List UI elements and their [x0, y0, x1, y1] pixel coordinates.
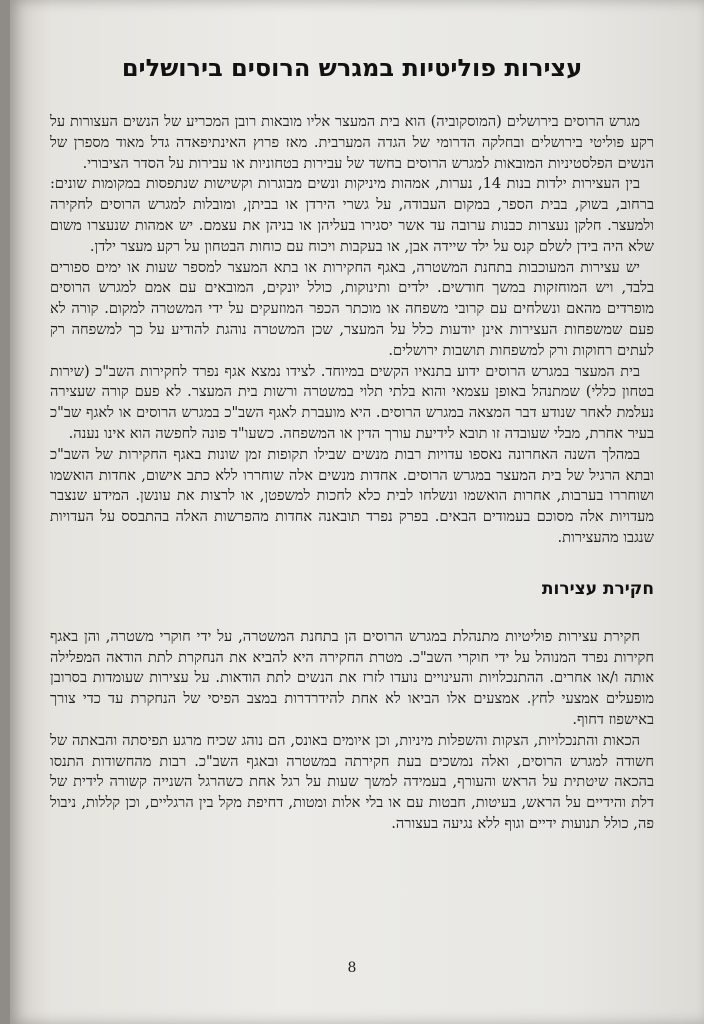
page-title: עצירות פוליטיות במגרש הרוסים בירושלים: [121, 54, 583, 82]
intro-paragraph-5: במהלך השנה האחרונה נאספו עדויות רבות מנשים שבילו תקופות זמן שונות באגף החקירות של השב"כ ובתא הרגיל של בית המעצר במגרש הרוסים. אחדות מנשים אלה שוחררו ללא כתב אישום, אחדות הואשמו ושוחררו בערבות, אחרות הואשמו ונשלחו לבית כלא לחכות למשפטן, או לרצות את עונשן. המידע שנצבר מעדויות אלה מסוכם בעמודים הבאים. בפרק נפרד תובאנה אחדות מהפרשות האלה בהתבסס על העדויות שנגבו מהעצירות.: [50, 445, 654, 546]
page-content: [50, 40, 654, 1000]
section-paragraph-2: הכאות והתנכלויות, הצקות והשפלות מיניות, וכן איומים באונס, הם נוהג שכיח מרגע תפיסתה והבאתה של חשודה למגרש הרוסים, ואלה נמשכים בעת חקירתה במשטרה ובאגף השב"כ. רבות מהחשודות התנסו בהכאה שיטתית על הראש והעורף, בעמידה למשך שעות על רגל אחת כשהרגל השנייה קשורה לידית של דלת והידיים על הראש, בעיטות, חבטות עם או בלי אלות ומטות, דחיפת מקל בין הרגליים, וכן קללות, ניבול פה, כולל תנועות ידיים וגוף ללא נגיעה בעצורה.: [50, 731, 654, 832]
intro-paragraph-1: מגרש הרוסים בירושלים (המוסקוביה) הוא בית המעצר אליו מובאות רובן המכריע של הנשים העצורות על רקע פוליטי בירושלים ובחלקה הדרומי של הגדה המערבית. מאז פרוץ האינתיפאדה גדל מאוד מספרן של הנשים הפלסטיניות המובאות למגרש הרוסים בחשד של עבירות בטחוניות או עבירות על הסדר הציבורי.: [50, 113, 654, 172]
intro-paragraph-2: בין העצירות ילדות בנות 14, נערות, אמהות מיניקות ונשים מבוגרות וקשישות שנתפסות במקומות שונים: ברחוב, בשוק, בבית הספר, במקום העבודה, על גשרי הירדן או בביתן, ומובלות למגרש הרוסים לחקירה ולמעצר. חלקן נעצרות כבנות ערובה עד אשר יסגירו בעליהן או בניהן את עצמם. יש אמהות שנעצרו משום שלא היה בידן לשלם קנס על ילד שיידה אבן, או בעקבות ויכוח עם כוחות הבטחון על רקע מעצר ילדן.: [50, 175, 654, 255]
page-number: 8: [347, 960, 357, 976]
section-heading: חקירת עצירות: [541, 578, 654, 599]
document-page: [10, 0, 704, 1024]
section-paragraph-1: חקירת עצירות פוליטיות מתנהלת במגרש הרוסים הן בתחנת המשטרה, על ידי חוקרי משטרה, והן באגף חקירות נפרד המנוהל על ידי חוקרי השב"כ. מטרת החקירה היא להביא את הנחקרת לתת הודאה המפלילה אותה ו/או אחרים. ההתנכלויות והעינויים נועדו לזרז את הנשים לתת הודאות. על עצירות שעומדות בסרובן מופעלים אמצעי לחץ. אמצעים אלו הביאו לא אחת להידרדרות במצב הפיסי של הנחקרת עד כדי צורך באישפוז דחוף.: [50, 627, 654, 728]
intro-paragraph-4: בית המעצר במגרש הרוסים ידוע בתנאיו הקשים במיוחד. לצידו נמצא אגף נפרד לחקירות השב"כ (שירות בטחון כללי) שמתנהל באופן עצמאי והוא בלתי תלוי במשטרה ורשות בית המעצר. לא פעם קורה שעצירה נעלמת לאחר שנודע דבר המצאה במגרש הרוסים. היא מועברת לאגף השב"כ במגרש הרוסים או לאגף שב"כ בעיר אחרת, מבלי שעובדה זו תובא לידיעת עורך הדין או המשפחה. כשעו"ד פונה לחפשה הוא אינו נענה.: [50, 362, 654, 442]
intro-paragraph-3: יש עצירות המעוכבות בתחנת המשטרה, באגף החקירות או בתא המעצר למספר שעות או ימים ספורים בלבד, ויש המוחזקות במשך חודשים. ילדים ותינוקות, כולל יונקים, המובאים עם אמם למגרש הרוסים מופרדים מהאם ונשלחים עם קרובי משפחה או מוכתר הכפר המוזעקים על ידי המשטרה למקום. קורה לא פעם שמשפחות העצירות אינן יודעות כלל על המעצר, שכן המשטרה נוהגת להודיע על כך למשפחה רק לעתים רחוקות ורק למשפחות תושבות ירושלים.: [50, 258, 654, 359]
